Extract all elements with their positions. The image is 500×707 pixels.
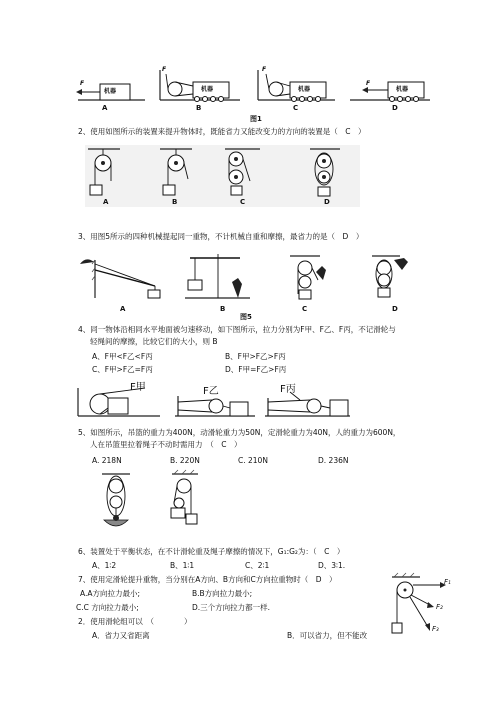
- q4-option-c: C、F甲>F乙=F丙: [92, 365, 153, 374]
- q5-option-a: A. 218N: [92, 456, 122, 465]
- q7-force-f1: F₁: [444, 578, 451, 586]
- q2-text: 2、使用如图所示的装置来提升物体时，既能省力又能改变力的方向的装置是（ C ）: [78, 127, 366, 136]
- q4-fig-label-yi: F乙: [203, 386, 219, 397]
- q5-option-b: B. 220N: [170, 456, 200, 465]
- machine-label-a: 机器: [104, 88, 117, 95]
- q4-line2: 轻绳间的摩擦，比较它们的大小，则 B: [90, 337, 218, 346]
- q7-option-b: B.B方向拉力最小;: [192, 589, 253, 598]
- q2-pulley-figures: [0, 145, 500, 215]
- q3-label-c: C: [302, 305, 308, 313]
- figure-1-diagrams: [0, 0, 500, 130]
- fig1-label-b: B: [196, 104, 202, 112]
- q4-fig-label-jia: F甲: [130, 382, 146, 393]
- q8-option-a: A．省力又省距离: [92, 631, 150, 640]
- q7-option-d: D.三个方向拉力都一样.: [192, 603, 271, 612]
- q4-option-b: B、F甲>F乙>F丙: [225, 352, 286, 361]
- q3-label-d: D: [392, 305, 398, 313]
- q4-line1: 4、同一物体沿相同水平地面被匀速移动，如下图所示，拉力分别为F甲、F乙、F丙，不记滑轮与: [78, 325, 396, 334]
- q2-label-d: D: [324, 198, 330, 206]
- fig1-caption: 图1: [250, 115, 262, 123]
- q8-text: 2．使用滑轮组可以 （ ）: [78, 617, 192, 626]
- q5-option-d: D. 236N: [318, 456, 349, 465]
- q3-caption: 图5: [240, 313, 252, 321]
- force-label-c: F: [262, 66, 267, 73]
- fig1-label-d: D: [392, 104, 398, 112]
- force-label-a: F: [80, 80, 85, 87]
- fig1-label-c: C: [293, 104, 299, 112]
- q5-line1: 5、如图所示，吊篮的重力为400N，动滑轮重力为50N，定滑轮重力为40N，人的重力为600N，: [78, 428, 401, 437]
- q4-figures: [0, 378, 500, 423]
- q4-option-d: D、F甲=F乙>F丙: [225, 365, 287, 374]
- q2-label-c: C: [240, 198, 246, 206]
- force-label-b: F: [162, 66, 167, 73]
- q3-text: 3、用图5所示的四种机械提起同一重物，不计机械自重和摩擦，最省力的是（ D ）: [78, 232, 364, 241]
- force-label-d: F: [366, 80, 371, 87]
- q4-option-a: A、F甲<F乙<F丙: [92, 352, 153, 361]
- q5-q6-figures: [0, 470, 500, 540]
- q6-option-d: D、3∶1.: [318, 561, 346, 570]
- machine-label-b: 机器: [201, 86, 214, 93]
- machine-label-d: 机器: [396, 86, 409, 93]
- q7-pulley-figure: [0, 575, 500, 645]
- q2-label-b: B: [172, 198, 178, 206]
- q4-fig-label-bing: F丙: [280, 384, 296, 395]
- q2-label-a: A: [103, 198, 109, 206]
- q7-force-f3: F₃: [432, 625, 439, 633]
- q7-option-c: C.C 方向拉力最小;: [76, 603, 139, 612]
- q7-text: 7、使用定滑轮提升重物，当分别在A方向、B方向和C方向拉重物时（ D ）: [78, 575, 337, 584]
- q5-line2: 人在吊篮里拉着绳子不动时需用力 （ C ）: [90, 440, 242, 449]
- q6-option-b: B、1∶1: [170, 561, 195, 570]
- q6-option-a: A、1∶2: [92, 561, 117, 570]
- q8-option-b: B．可以省力，但不能改: [287, 631, 368, 640]
- q6-text: 6、装置处于平衡状态，在不计滑轮重及绳子摩擦的情况下，G₁:G₂为：（ C ）: [78, 547, 345, 556]
- q6-option-c: C、2∶1: [245, 561, 270, 570]
- q3-label-b: B: [220, 305, 226, 313]
- q7-option-a: A.A方向拉力最小;: [80, 589, 141, 598]
- q3-machine-figures: [0, 250, 500, 310]
- q3-label-a: A: [120, 305, 126, 313]
- fig1-label-a: A: [102, 104, 108, 112]
- q7-force-f2: F₂: [436, 603, 443, 611]
- machine-label-c: 机器: [298, 86, 311, 93]
- q5-option-c: C. 210N: [238, 456, 268, 465]
